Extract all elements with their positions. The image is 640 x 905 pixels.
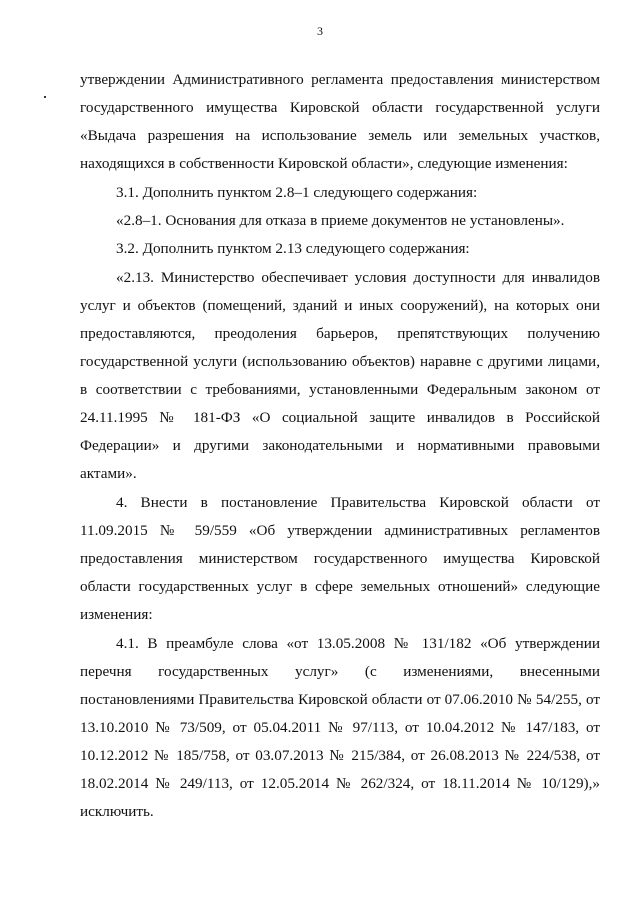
text-line: 10.12.2012 № 185/758, от 03.07.2013 № 215/384, от 26.08.2013 № 224/538, от [80, 747, 600, 764]
text-line: 18.02.2014 № 249/113, от 12.05.2014 № 262/324, от 18.11.2014 № 10/129),» [80, 775, 600, 792]
text-line: 3.2. Дополнить пунктом 2.13 следующего содержания: [116, 240, 470, 257]
text-line: 3.1. Дополнить пунктом 2.8–1 следующего содержания: [116, 184, 478, 201]
text-line: области государственных услуг в сфере земельных отношений» следующие [80, 578, 600, 595]
text-line: услуг и объектов (помещений, зданий и иных сооружений), на которых они [80, 297, 600, 314]
text-line: «Выдача разрешения на использование земель или земельных участков, [80, 127, 600, 144]
text-line: утверждении Административного регламента предоставления министерством [80, 71, 600, 88]
text-line: предоставления министерством государственного имущества Кировской [80, 550, 600, 567]
text-line: 4. Внести в постановление Правительства Кировской области от [116, 494, 600, 511]
text-line: 4.1. В преамбуле слова «от 13.05.2008 № 131/182 «Об утверждении [116, 635, 600, 652]
text-line: постановлениями Правительства Кировской области от 07.06.2010 № 54/255, от [80, 691, 600, 708]
text-line: 11.09.2015 № 59/559 «Об утверждении административных регламентов [80, 522, 600, 539]
text-line: находящихся в собственности Кировской области», следующие изменения: [80, 155, 568, 172]
text-line: «2.13. Министерство обеспечивает условия доступности для инвалидов [116, 269, 600, 286]
text-line: актами». [80, 465, 137, 482]
text-line: государственной услуги (использованию объектов) наравне с другими лицами, [80, 353, 600, 370]
text-line: 24.11.1995 № 181-ФЗ «О социальной защите инвалидов в Российской [80, 409, 600, 426]
text-line: 13.10.2010 № 73/509, от 05.04.2011 № 97/113, от 10.04.2012 № 147/183, от [80, 719, 600, 736]
text-line: изменения: [80, 606, 153, 623]
page-number: 3 [317, 24, 323, 38]
text-line: Федерации» и другими законодательными и нормативными правовыми [80, 437, 600, 454]
text-line: государственного имущества Кировской области государственной услуги [80, 99, 600, 116]
text-line: в соответствии с требованиями, установленными Федеральным законом от [80, 381, 600, 398]
text-line: исключить. [80, 803, 154, 820]
text-line: перечня государственных услуг» (с изменениями, внесенными [80, 663, 600, 680]
text-line: «2.8–1. Основания для отказа в приеме документов не установлены». [116, 212, 565, 229]
text-line: предоставляются, преодоления барьеров, препятствующих получению [80, 325, 600, 342]
scan-mark [44, 96, 46, 98]
